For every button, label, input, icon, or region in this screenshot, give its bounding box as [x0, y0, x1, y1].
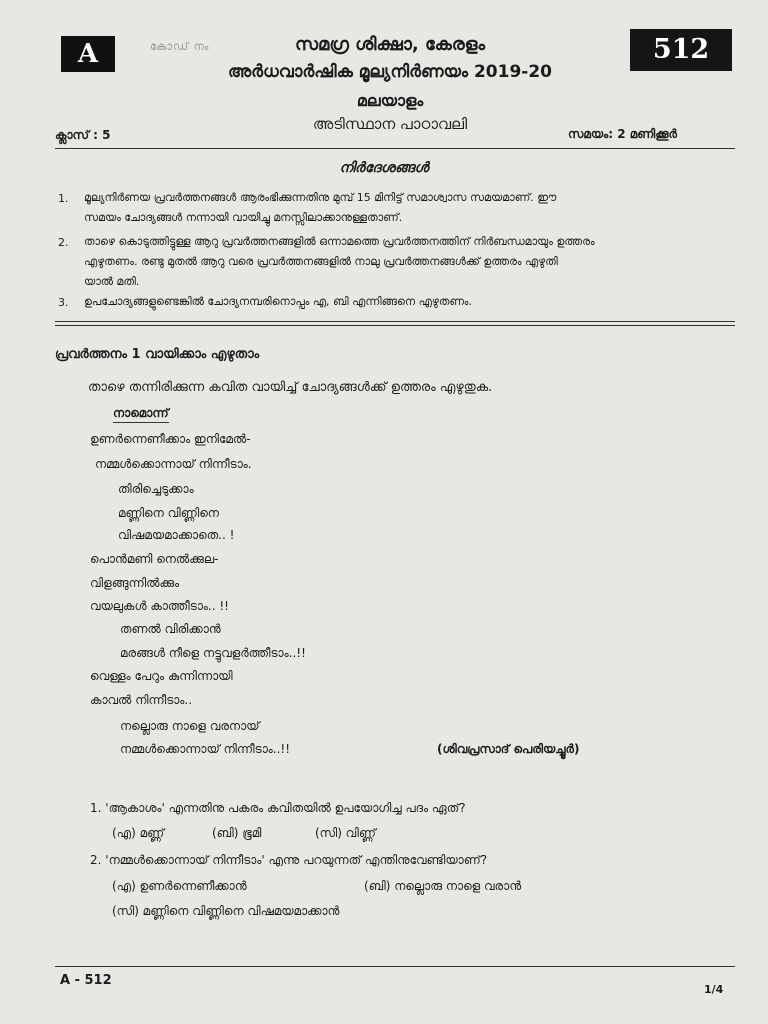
page-number: 1/4 — [704, 983, 724, 996]
poem-line: ഉണർന്നെണീക്കാം ഇനിമേൽ- — [90, 432, 251, 446]
instruction-item — [84, 232, 734, 292]
footer-code: A - 512 — [60, 973, 112, 988]
instruction-number: 2. — [58, 236, 69, 249]
paper-number-badge: 512 — [630, 29, 732, 71]
question-option: (ബി) ഭൂമി — [212, 826, 262, 840]
exam-title: അർധവാർഷിക മൂല്യനിർണയം 2019-20 — [228, 62, 552, 82]
org-title: സമഗ്ര ശിക്ഷാ, കേരളം — [294, 34, 486, 55]
question-option: (ബി) നല്ലൊരു നാളെ വരാൻ — [364, 879, 522, 893]
poem-line: തണൽ വിരിക്കാൻ — [120, 622, 221, 636]
poem-line: വിളങ്ങുന്നിൽക്കും — [90, 576, 180, 590]
time-label: സമയം: 2 മണിക്കൂർ — [568, 127, 677, 141]
poem-line: വയലുകൾ കാത്തീടാം.. !! — [90, 599, 229, 613]
poem-line: നല്ലൊരു നാളെ വരനായ് — [120, 719, 260, 733]
poem-author: (ശിവപ്രസാദ് പെരിയച്ചൂർ) — [437, 742, 580, 756]
poem-line: മരങ്ങൾ നീളെ നട്ടുവളർത്തീടാം..!! — [120, 646, 306, 660]
poem-title: നാമൊന്ന് — [113, 406, 169, 423]
poem-line: പൊൻമണി നെൽക്കുല- — [90, 552, 219, 566]
instruction-line: ഉപചോദ്യങ്ങളുണ്ടെങ്കിൽ ചോദ്യനമ്പരിനൊപ്പം എ, ബി എന്നിങ്ങനെ എഴുതണം. — [84, 295, 473, 308]
header-divider — [55, 148, 735, 149]
question-text: 1. 'ആകാശം' എന്നതിനു പകരം കവിതയിൽ ഉപയോഗിച്ച പദം ഏത്? — [90, 801, 466, 815]
poem-line: നമ്മൾക്കൊന്നായ് നിന്നീടാം. — [95, 457, 252, 471]
question-option: (എ) ഉണർന്നെണീക്കാൻ — [112, 879, 247, 893]
instruction-number: 3. — [58, 296, 69, 309]
instruction-number: 1. — [58, 192, 69, 205]
poem-line: വിഷമയമാക്കാതെ.. ! — [118, 528, 235, 542]
code-letter-badge: A — [61, 36, 115, 72]
instruction-line: മൂല്യനിർണയ പ്രവർത്തനങ്ങൾ ആരംഭിക്കുന്നതിനു മുമ്പ് 15 മിനിട്ട് സമാശ്വാസ സമയമാണ്. ഈ — [84, 191, 557, 204]
question-option: (സി) മണ്ണിനെ വിണ്ണിനെ വിഷമയമാക്കാൻ — [112, 904, 340, 918]
faint-header-text: കോഡ് നം — [150, 40, 210, 53]
subject-title: മലയാളം — [356, 91, 424, 110]
section-divider — [55, 321, 735, 326]
poem-line: തിരിച്ചെടുക്കാം — [118, 482, 194, 496]
subject-subtitle: അടിസ്ഥാന പാഠാവലി — [312, 115, 468, 133]
poem-line: വെള്ളം പേറും കുന്നിന്നായി — [90, 669, 233, 683]
instruction-line: സമയം ചോദ്യങ്ങൾ നന്നായി വായിച്ചു മനസ്സിലാക്കാനുള്ളതാണ്. — [84, 211, 403, 224]
question-option: (എ) മണ്ണ് — [112, 826, 165, 840]
instruction-item — [84, 188, 734, 228]
instructions-title: നിർദേശങ്ങൾ — [339, 160, 429, 176]
poem-line: മണ്ണിനെ വിണ്ണിനെ — [118, 506, 219, 520]
question-text: 2. 'നമ്മൾക്കൊന്നായ് നിന്നീടാം' എന്നു പറയുന്നത് എന്തിനുവേണ്ടിയാണ്? — [90, 853, 488, 867]
activity-heading: പ്രവർത്തനം 1 വായിക്കാം എഴുതാം — [55, 347, 260, 362]
instruction-line: എഴുതണം. രണ്ടു മുതൽ ആറു വരെ പ്രവർത്തനങ്ങളിൽ നാലു പ്രവർത്തനങ്ങൾക്ക് ഉത്തരം എഴുതി — [84, 255, 558, 268]
question-option: (സി) വിണ്ണ് — [315, 826, 376, 840]
footer-divider — [55, 966, 735, 967]
poem-line: നമ്മൾക്കൊന്നായ് നിന്നീടാം..!! — [120, 742, 291, 756]
activity-instruction: താഴെ തന്നിരിക്കുന്ന കവിത വായിച്ച് ചോദ്യങ്ങൾക്ക് ഉത്തരം എഴുതുക. — [88, 380, 493, 395]
instruction-line: യാൽ മതി. — [84, 275, 140, 288]
class-label: ക്ലാസ് : 5 — [55, 128, 111, 142]
instruction-item — [84, 292, 734, 312]
instruction-line: താഴെ കൊടുത്തിട്ടുള്ള ആറു പ്രവർത്തനങ്ങളിൽ ഒന്നാമത്തെ പ്രവർത്തനത്തിന് നിർബന്ധമായും ഉത്തരം — [84, 235, 595, 248]
poem-line: കാവൽ നിന്നീടാം.. — [90, 693, 193, 707]
